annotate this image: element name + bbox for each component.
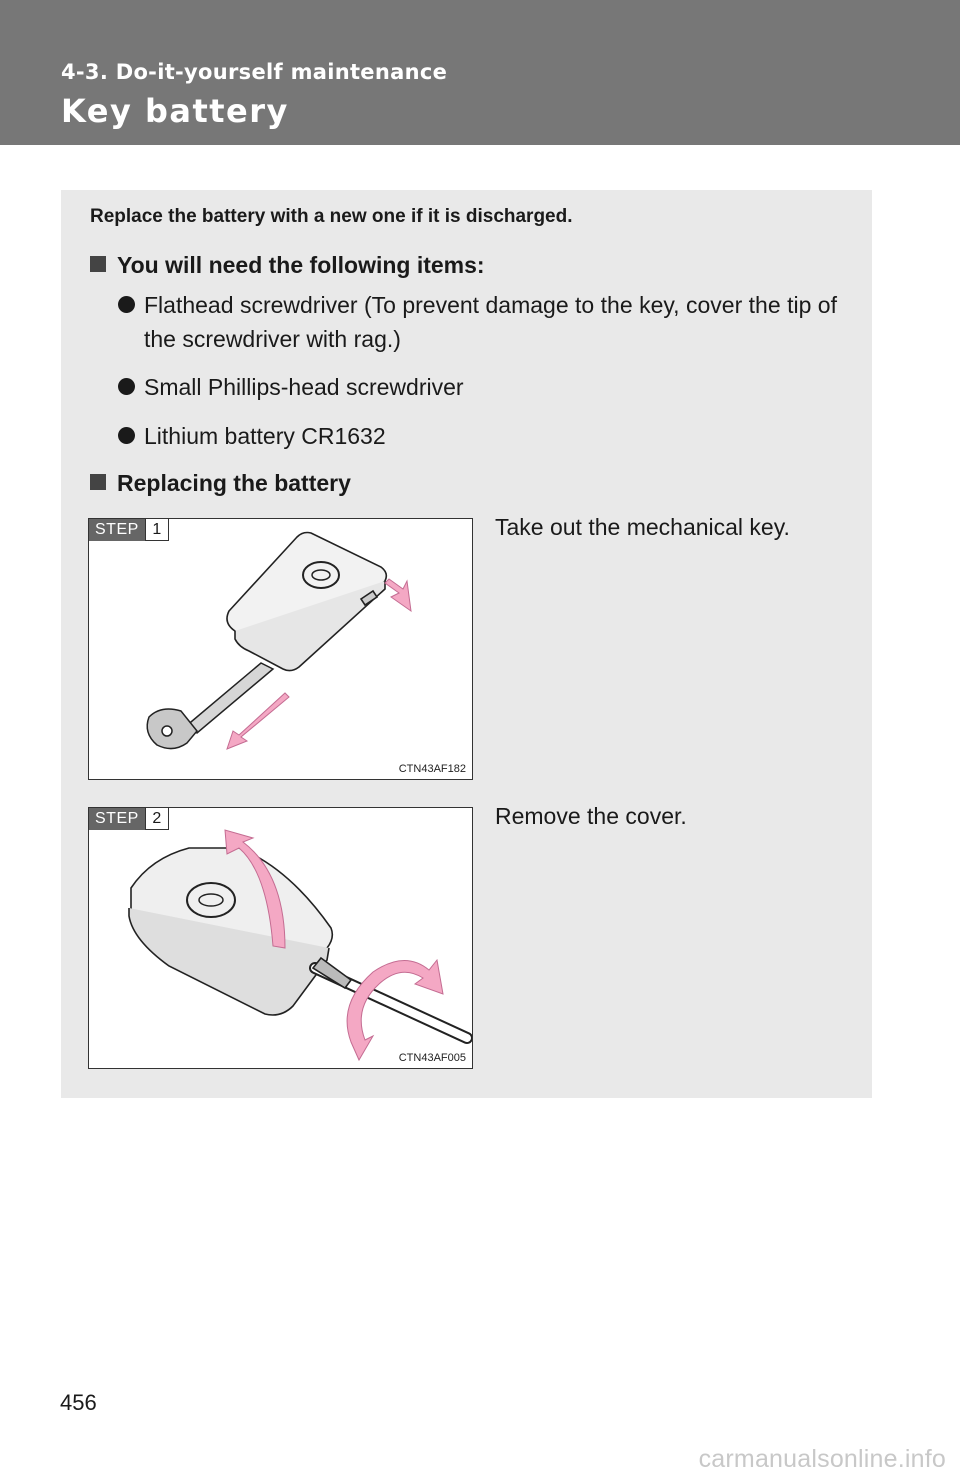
replace-heading-text: Replacing the battery	[117, 470, 351, 496]
items-heading-text: You will need the following items:	[117, 252, 485, 278]
step-label: STEP	[89, 808, 145, 830]
step-number: 1	[145, 519, 169, 541]
key-fob-icon	[129, 848, 332, 1015]
cover-removal-illustration	[89, 808, 472, 1068]
list-item-text: Lithium battery CR1632	[144, 423, 386, 449]
section-title: 4-3. Do-it-yourself maintenance	[61, 60, 448, 84]
page-number: 456	[60, 1390, 97, 1415]
square-bullet-icon	[90, 256, 106, 272]
list-item-text: Small Phillips-head screwdriver	[144, 374, 464, 400]
bullet-dot-icon	[118, 378, 135, 395]
step-2-tag	[89, 808, 169, 830]
watermark: carmanualsonline.info	[698, 1445, 946, 1473]
list-item-text: Flathead screwdriver (To prevent damage to the key, cover the tip of the screwdriver with rag.)	[144, 292, 837, 352]
step-1-tag	[89, 519, 169, 541]
key-fob-icon	[227, 533, 386, 671]
key-removal-illustration	[89, 519, 472, 779]
pull-arrow-icon	[227, 693, 289, 749]
replace-heading	[90, 470, 351, 497]
page-title: Key battery	[61, 92, 289, 130]
square-bullet-icon	[90, 474, 106, 490]
bullet-dot-icon	[118, 296, 135, 313]
step-2-text: Remove the cover.	[495, 803, 687, 829]
page-header	[0, 0, 960, 145]
step-number: 2	[145, 808, 169, 830]
bullet-dot-icon	[118, 427, 135, 444]
step-label: STEP	[89, 519, 145, 541]
mechanical-key-icon	[147, 663, 273, 749]
items-heading	[90, 252, 485, 279]
intro-text: Replace the battery with a new one if it is discharged.	[90, 206, 573, 227]
step-1-text: Take out the mechanical key.	[495, 514, 790, 540]
press-arrow-icon	[385, 579, 411, 611]
step-1-figure	[88, 518, 473, 780]
step-2-figure	[88, 807, 473, 1069]
figure-code: CTN43AF182	[398, 763, 466, 775]
figure-code: CTN43AF005	[398, 1052, 466, 1064]
